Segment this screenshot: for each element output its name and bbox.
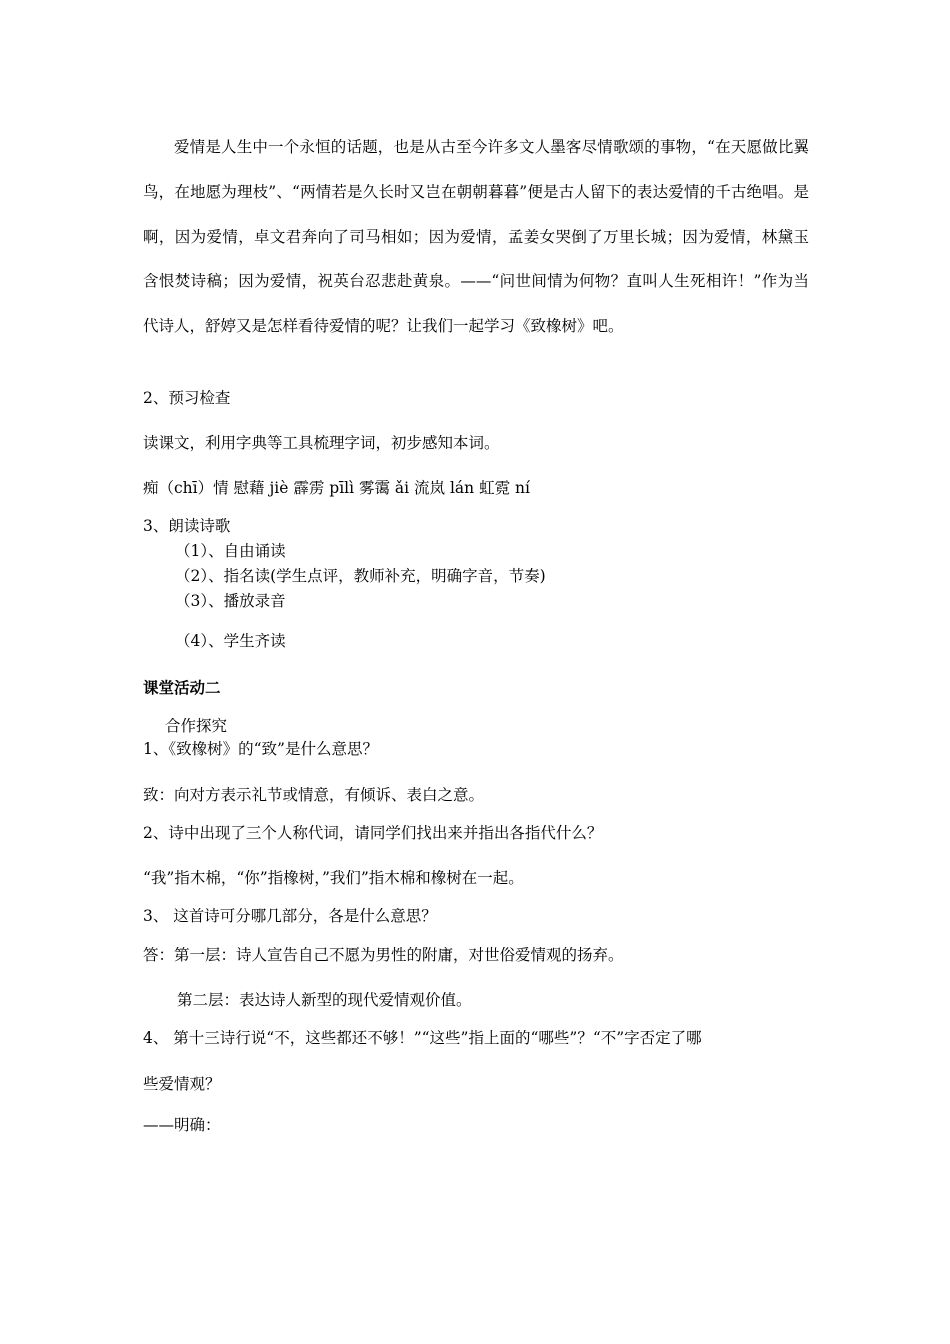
- question-4-line-1: 4、 第十三诗行说“不，这些都还不够！”“这些”指上面的“哪些”？“不”字否定了哪: [143, 1029, 702, 1047]
- answer-2: “我”指木棉，“你”指橡树，”我们”指木棉和橡树在一起。: [143, 869, 524, 887]
- preview-instruction: 读课文，利用字典等工具梳理字词，初步感知本词。: [143, 434, 500, 452]
- answer-3-part-1: 答：第一层：诗人宣告自己不愿为男性的附庸，对世俗爱情观的扬弃。: [143, 946, 624, 964]
- question-2: 2、诗中出现了三个人称代词，请同学们找出来并指出各指代什么？: [143, 824, 603, 842]
- reading-step-3: （3）、播放录音: [175, 592, 286, 610]
- section-title-activity-2: 课堂活动二: [143, 678, 221, 697]
- question-1: 1、《致橡树》的“致”是什么意思？: [143, 740, 378, 758]
- answer-4: ——明确：: [143, 1116, 221, 1134]
- reading-step-2: （2）、指名读(学生点评，教师补充，明确字音，节奏): [175, 567, 546, 585]
- answer-1: 致：向对方表示礼节或情意，有倾诉、表白之意。: [143, 786, 485, 804]
- answer-3-part-2: 第二层：表达诗人新型的现代爱情观价值。: [177, 991, 472, 1009]
- preview-heading: 2、预习检查: [143, 389, 231, 407]
- reading-heading: 3、朗读诗歌: [143, 517, 231, 535]
- vocabulary-list: 痴（chī）情 慰藉 jiè 霹雳 pīlì 雾霭 ǎi 流岚 lán 虹霓 ní: [143, 479, 530, 497]
- intro-paragraph: 爱情是人生中一个永恒的话题，也是从古至今许多文人墨客尽情歌颂的事物，“在天愿做比翼鸟，在地愿为理枝”、“两情若是久长时又岂在朝朝暮暮”便是古人留下的表达爱情的千古绝唱。是啊，因为爱情，卓文君奔向了司马相如；因为爱情，孟姜女哭倒了万里长城；因为爱情，林黛玉含恨焚诗稿；因为爱情，祝英台忍悲赴黄泉。——“问世间情为何物？直叫人生死相许！”作为当代诗人，舒婷又是怎样看待爱情的呢？让我们一起学习《致橡树》吧。: [143, 138, 809, 336]
- section-subtitle: 合作探究: [165, 717, 228, 735]
- reading-step-1: （1）、自由诵读: [175, 542, 286, 560]
- question-3: 3、 这首诗可分哪几部分，各是什么意思？: [143, 907, 437, 925]
- question-4-line-2: 些爱情观？: [143, 1075, 221, 1093]
- reading-step-4: （4）、学生齐读: [175, 632, 286, 650]
